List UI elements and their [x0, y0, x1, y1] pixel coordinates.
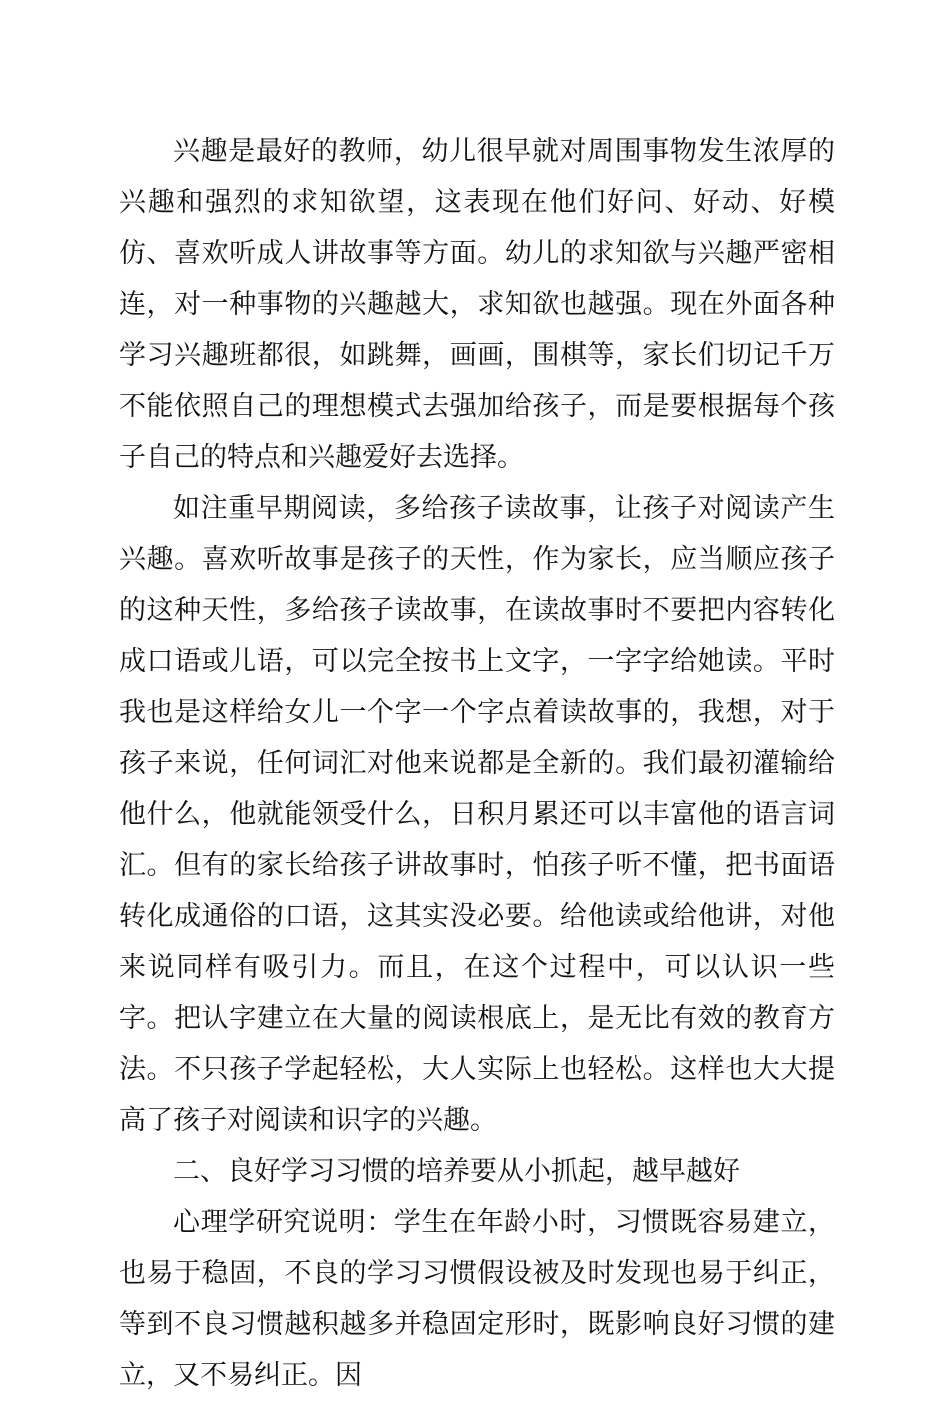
paragraph-interest: 兴趣是最好的教师，幼儿很早就对周围事物发生浓厚的兴趣和强烈的求知欲望，这表现在他们好问、好动、好模仿、喜欢听成人讲故事等方面。幼儿的求知欲与兴趣严密相连，对一种事物的兴趣越大，求知欲也越强。现在外面各种学习兴趣班都很，如跳舞，画画，围棋等，家长们切记千万不能依照自己的理想模式去强加给孩子，而是要根据每个孩子自己的特点和兴趣爱好去选择。: [119, 136, 835, 473]
paragraph-early-reading: 如注重早期阅读，多给孩子读故事，让孩子对阅读产生兴趣。喜欢听故事是孩子的天性，作为家长，应当顺应孩子的这种天性，多给孩子读故事，在读故事时不要把内容转化成口语或儿语，可以完全按书上文字，一字字给她读。平时我也是这样给女儿一个字一个字点着读故事的，我想，对于孩子来说，任何词汇对他来说都是全新的。我们最初灌输给他什么，他就能领受什么，日积月累还可以丰富他的语言词汇。但有的家长给孩子讲故事时，怕孩子听不懂，把书面语转化成通俗的口语，这其实没必要。给他读或给他讲，对他来说同样有吸引力。而且，在这个过程中，可以认识一些字。把认字建立在大量的阅读根底上，是无比有效的教育方法。不只孩子学起轻松，大人实际上也轻松。这样也大大提高了孩子对阅读和识字的兴趣。: [119, 493, 835, 1136]
document-body: [119, 126, 835, 1401]
paragraph-psychology: 心理学研究说明：学生在年龄小时，习惯既容易建立，也易于稳固，不良的学习习惯假设被及时发现也易于纠正，等到不良习惯越积越多并稳固定形时，既影响良好习惯的建立，又不易纠正。因: [119, 1207, 835, 1391]
section-heading-study-habits: 二、良好学习习惯的培养要从小抓起，越早越好: [173, 1156, 740, 1187]
